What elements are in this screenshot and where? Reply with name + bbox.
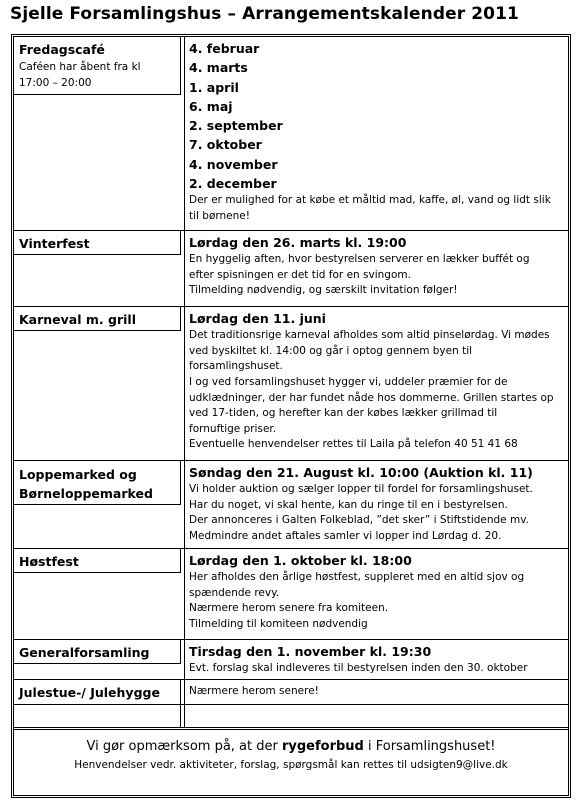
event-row-fredagscafe — [14, 37, 568, 231]
smoking-ban-label: rygeforbud — [281, 739, 364, 754]
event-label-cell — [14, 640, 181, 664]
event-label-cell — [14, 549, 181, 573]
event-name: Loppemarked og — [19, 467, 137, 482]
footer-text-pre: Vi gør opmærksom på, at der — [86, 739, 282, 754]
event-details-cell — [184, 231, 568, 306]
event-row-loppemarked — [14, 461, 568, 549]
event-row-generalforsamling — [14, 640, 568, 680]
event-text-line: Vi holder auktion og sælger lopper til fordel for forsamlingshuset. — [189, 483, 533, 496]
event-details-cell — [184, 549, 568, 639]
event-date: 2. december — [189, 176, 277, 192]
event-text-line: Tilmelding til komiteen nødvendig — [189, 618, 368, 631]
event-hours: 17:00 – 20:00 — [19, 77, 92, 89]
event-label-cell — [14, 37, 181, 95]
event-details-cell — [184, 461, 568, 548]
event-date: 2. september — [189, 118, 283, 134]
event-text-line: spændende revy. — [189, 586, 280, 599]
empty-row — [14, 705, 568, 730]
event-text-line: Har du noget, vi skal hente, kan du ringe til en i bestyrelsen. — [189, 498, 508, 511]
empty-left-cell — [14, 705, 181, 727]
event-text-line: Nærmere herom senere fra komiteen. — [189, 602, 389, 615]
event-text-line: En hyggelig aften, hvor bestyrelsen serverer en lækker buffét og — [189, 253, 530, 266]
event-text-line: Det traditionsrige karneval afholdes som altid pinselørdag. Vi mødes — [189, 329, 550, 342]
page-title: Sjelle Forsamlingshus – Arrangementskalender 2011 — [10, 4, 519, 24]
event-date: 4. februar — [189, 41, 260, 56]
event-text-line: efter spisningen er det tid for en svingom. — [189, 268, 411, 281]
event-subtitle: Caféen har åbent fra kl — [19, 61, 141, 73]
event-details-cell — [184, 680, 568, 704]
event-date: Lørdag den 1. oktober kl. 18:00 — [189, 553, 412, 568]
events-table — [11, 34, 571, 798]
event-name: Fredagscafé — [19, 42, 105, 57]
event-text-line: Her afholdes den årlige høstfest, suppleret med en altid sjov og — [189, 571, 525, 584]
event-date: 4. marts — [189, 60, 248, 76]
event-date: 7. oktober — [189, 137, 262, 153]
event-row-karneval — [14, 307, 568, 461]
event-label-cell — [14, 307, 181, 331]
event-name-line2: Børneloppemarked — [19, 486, 153, 501]
event-name: Vinterfest — [19, 236, 90, 251]
event-row-vinterfest — [14, 231, 568, 307]
event-name: Karneval m. grill — [19, 312, 136, 327]
footer-notice — [14, 737, 568, 773]
footer-contact: Henvendelser vedr. aktiviteter, forslag, spørgsmål kan rettes til udsigten9@live.dk — [74, 759, 508, 771]
event-name: Høstfest — [19, 554, 79, 569]
event-label-cell — [14, 231, 181, 255]
event-text-line: Evt. forslag skal indleveres til bestyrelsen inden den 30. oktober — [189, 662, 528, 675]
event-text-line: ved 17-tiden, og herefter kan der købes lækker grillmad til — [189, 407, 498, 420]
event-text-line: ved byskiltet kl. 14:00 og går i optog gennem byen til — [189, 344, 473, 357]
event-text-line: udklædninger, der har fundet nåde hos dommerne. Grillen startes op — [189, 391, 554, 404]
event-text-line: forsamlingshuset. — [189, 360, 283, 373]
event-date: 1. april — [189, 79, 239, 95]
empty-right-cell — [184, 705, 568, 727]
footer-text-post: i Forsamlingshuset! — [363, 739, 496, 754]
event-date: 4. november — [189, 156, 278, 172]
event-label-cell — [14, 461, 181, 505]
event-row-hostfest — [14, 549, 568, 640]
event-text-line: Tilmelding nødvendig, og særskilt invitation følger! — [189, 284, 458, 297]
event-date: Søndag den 21. August kl. 10:00 (Auktion kl. 11) — [189, 465, 533, 480]
event-details-cell — [184, 307, 568, 460]
event-description: Der er mulighed for at købe et måltid mad, kaffe, øl, vand og lidt slik til børnene! — [189, 194, 551, 222]
event-name: Julestue-/ Julehygge — [19, 685, 160, 700]
event-text-line: fornuftige priser. — [189, 422, 277, 435]
event-label-cell — [14, 680, 181, 705]
event-date: Tirsdag den 1. november kl. 19:30 — [189, 644, 432, 659]
event-row-julestue — [14, 680, 568, 705]
event-text-line: Eventuelle henvendelser rettes til Laila på telefon 40 51 41 68 — [189, 438, 518, 451]
footer-smoking-notice — [14, 737, 568, 757]
event-date: Lørdag den 11. juni — [189, 311, 326, 326]
event-date: Lørdag den 26. marts kl. 19:00 — [189, 235, 407, 250]
event-text-line: Nærmere herom senere! — [189, 685, 319, 697]
event-date: 6. maj — [189, 98, 233, 114]
event-details-cell — [184, 37, 568, 230]
event-text-line: Medmindre andet aftales samler vi lopper ind Lørdag d. 20. — [189, 530, 502, 543]
event-name: Generalforsamling — [19, 645, 150, 660]
event-details-cell — [184, 640, 568, 679]
event-text-line: Der annonceres i Galten Folkeblad, ”det sker” i Stiftstidende mv. — [189, 514, 529, 527]
event-text-line: I og ved forsamlingshuset hygger vi, uddeler præmier for de — [189, 376, 508, 389]
